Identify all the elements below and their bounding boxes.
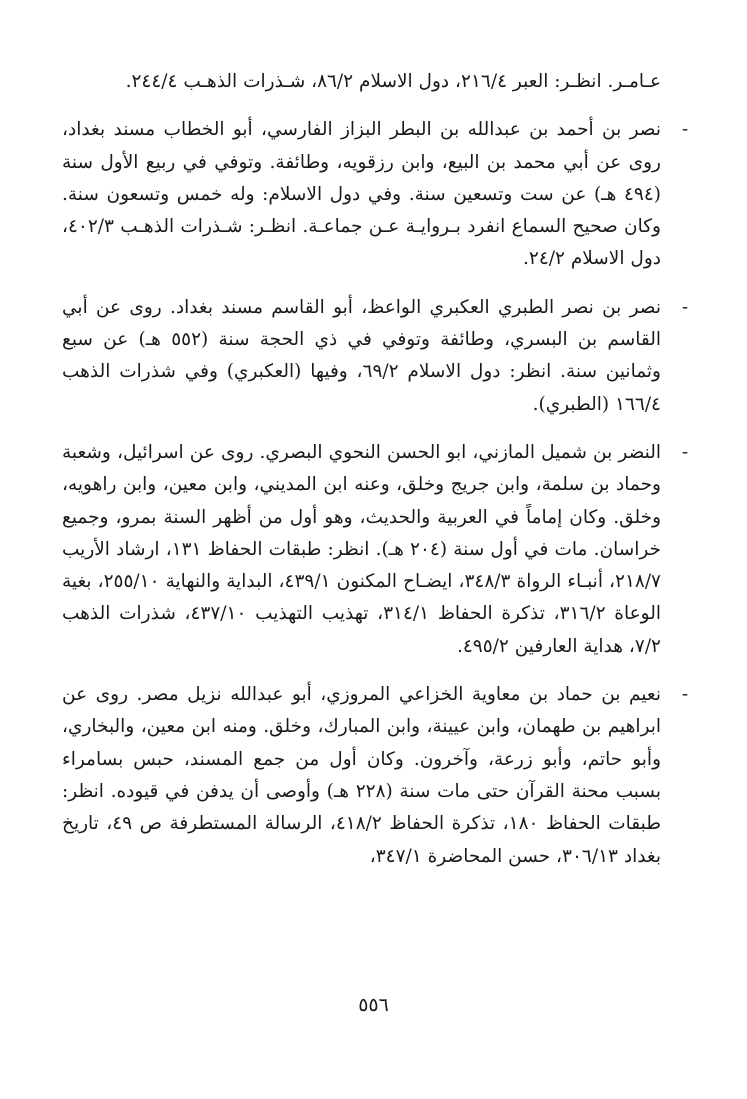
entry-dash: - [681, 684, 689, 706]
entry-dash: - [681, 296, 689, 318]
entry-nasr-ibn-ahmad [62, 114, 689, 275]
entry-text: نصر بن أحمد بن عبدالله بن البطر البزاز الفارسي، أبو الخطاب مسند بغداد، روى عن أبي محمد بن البيع، وابن رزقويه، وطائفة. وتوفي في ربيع الأول سنة (٤٩٤ هـ) عن ست وتسعين سنة. وفي دول الاسلام: وله خمس وتسعون سنة. وكان صحيح السماع انفرد بـروايـة عـن جماعـة. انظـر: شـذرات الذهـب ٤٠٢/٣، دول الاسلام ٢٤/٢. [62, 119, 661, 270]
page-number: ٥٥٦ [358, 994, 389, 1016]
entry-text: نصر بن نصر الطبري العكبري الواعظ، أبو القاسم مسند بغداد. روى عن أبي القاسم بن البسري، وطائفة وتوفي في ذي الحجة سنة (٥٥٢ هـ) عن سبع وثمانين سنة. انظر: دول الاسلام ٦٩/٢، وفيها (العكبري) وفي شذرات الذهب ١٦٦/٤ (الطبري). [62, 296, 661, 415]
entry-dash: - [681, 119, 689, 141]
entry-dash: - [681, 441, 689, 463]
entry-nuaym-ibn-hammad [62, 679, 689, 873]
biography-entries [62, 66, 689, 873]
entry-continuation [62, 66, 661, 98]
entry-al-nadr-ibn-shumayl [62, 437, 689, 663]
entry-text: النضر بن شميل المازني، ابو الحسن النحوي البصري. روى عن اسرائيل، وشعبة وحماد بن سلمة، وابن جريج وخلق، وعنه ابن المديني، وابن معين، وابن راهويه، وخلق. وكان إماماً في العربية والحديث، وهو أول من أظهر السنة بمرو، وجميع خراسان. مات في أول سنة (٢٠٤ هـ). انظر: طبقات الحفاظ ١٣١، ارشاد الأريب ٢١٨/٧، أنبـاء الرواة ٣٤٨/٣، ايضـاح المكنون ٤٣٩/١، البداية والنهاية ٢٥٥/١٠، بغية الوعاة ٣١٦/٢، تذكرة الحفاظ ٣١٤/١، تهذيب التهذيب ٤٣٧/١٠، شذرات الذهب ٧/٢، هداية العارفين ٤٩٥/٢. [62, 441, 661, 657]
entry-text: نعيم بن حماد بن معاوية الخزاعي المروزي، أبو عبدالله نزيل مصر. روى عن ابراهيم بن طهمان، وابن عيينة، وابن المبارك، وخلق. ومنه ابن معين، والبخاري، وأبو حاتم، وأبو زرعة، وآخرون. وكان أول من جمع المسند، حبس بسامراء بسبب محنة القرآن حتى مات سنة (٢٢٨ هـ) وأوصى أن يدفن في قيوده. انظر: طبقات الحفاظ ١٨٠، تذكرة الحفاظ ٤١٨/٢، الرسالة المستطرفة ص ٤٩، تاريخ بغداد ٣٠٦/١٣، حسن المحاضرة ٣٤٧/١، [62, 684, 662, 867]
entry-text: عـامـر. انظـر: العبر ٢١٦/٤، دول الاسلام ٨٦/٢، شـذرات الذهـب ٢٤٤/٤. [125, 71, 661, 92]
entry-nasr-ibn-nasr [62, 292, 689, 421]
